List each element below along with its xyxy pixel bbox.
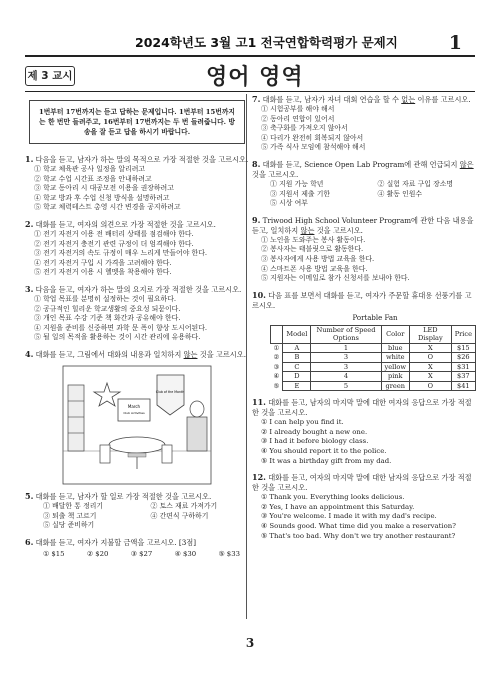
question-2 [25,219,249,278]
svg-text:Club Activities: Club Activities [123,410,145,415]
answer-option[interactable]: ⑤ 될 일의 목적을 활용하는 것이 시간 관리에 유용하다. [34,333,201,342]
table-cell: X [410,362,452,372]
answer-option[interactable]: ① 배달한 통 정리기 [43,501,104,510]
answer-option[interactable]: ④ 지원을 준비를 신중하면 과학 문 폭이 향상 도시어된다. [34,323,208,332]
table-cell: pink [381,372,409,382]
chair [162,445,172,463]
answer-option[interactable]: ④ 다리가 완전히 회복되지 않아서 [261,133,364,142]
bulletin-board [118,399,150,421]
row-choice-mark[interactable]: ④ [273,372,280,381]
answer-option[interactable]: ③ 축구화를 가져오지 않아서 [261,124,348,133]
question-10: 10. 다음 표를 보면서 대화를 듣고, 여자가 주문할 휴대용 선풍기를 고르시오. Portable Fan Model Number of Speed Options Color LED Display Price ① A 1 blue X $15 ② B 3 white O $26 ③ C 3 yellow X $31 ④ D 4 pink X $37 ⑤ E 5 green O $41 [252,290,476,392]
column-header: Number of Speed Options [311,325,381,343]
question-6: 6. 대화를 듣고, 여자가 지불할 금액을 고르시오. [3점] ① $15 ② $20 ③ $27 ④ $30 ⑤ $33 [25,537,249,560]
page-header [0,0,500,90]
svg-text:March: March [127,403,141,409]
subject-title: 영어 영역 [206,65,304,90]
answer-option[interactable]: ② 실험 자료 구입 장소명 [377,179,454,188]
table-row[interactable] [271,353,476,363]
question-12: 12. 대화를 듣고, 여자의 마지막 말에 대한 남자의 응답으로 가장 적절한 것을 고르시오. ① Thank you. Everything looks delicious. ② Yes, I have an appointment this Saturday. ③ You're welcome. I made it with my dad's recipe. ④ Sounds good. What time did you make a reservation? ⑤ That's too bad. Why don't we try another restaurant? [252,472,476,541]
column-header: LED Display [410,325,452,343]
question-1 [25,154,249,213]
column-header: Model [283,325,311,343]
table-cell: yellow [381,362,409,372]
table-cell: $41 [451,381,475,391]
header-rule [25,55,475,57]
answer-option[interactable]: ④ $30 [174,549,197,558]
table-cell: O [410,381,452,391]
question-11: 11. 대화를 듣고, 남자의 마지막 말에 대한 여자의 응답으로 가장 적절한 것을 고르시오. ① I can help you find it. ② I already bought a new one. ③ I had it before biology class. ④ You should report it to the police. ⑤ It was a birthday gift from my dad. [252,397,476,466]
exam-title: 2024학년도 3월 고1 전국연합학력평가 문제지 [135,35,398,50]
table-row[interactable] [271,372,476,382]
table-cell: $37 [451,372,475,382]
answer-option[interactable]: ③ 봉사자에게 사용 방법 교육을 한다. [261,254,375,263]
cabinet [187,417,207,451]
answer-option[interactable]: ③ 퇴출 책 고르기 [43,511,97,520]
table-cell: $15 [451,343,475,353]
answer-option[interactable]: ② 동아리 연합이 있어서 [261,114,335,123]
answer-option[interactable]: ④ 전기 자전거 구입 시 가격을 고려해야 한다. [34,258,172,267]
question-number: 2. [25,218,34,229]
answer-option[interactable]: ② 봉사자는 태블릿으로 활동한다. [261,245,364,254]
answer-option[interactable]: ④ 스마트폰 사용 방법 교육을 한다. [261,264,368,273]
answer-option[interactable]: ⑤ 실당 준비하기 [43,521,95,530]
table-title: Portable Fan [352,313,398,322]
table-cell: D [283,372,311,382]
question-9: 9. Triwood High School Volunteer Program에 관한 다음 내용을 듣고, 일치하지 않는 것을 고르시오. ① 노인을 도와주는 봉사 활동이다. ② 봉사자는 태블릿으로 활동한다. ③ 봉사자에게 사용 방법 교육을 한다. ④ 스마트폰 사용 방법 교육을 한다. ⑤ 지원자는 이메일로 참가 신청서를 보내야 한다. [252,215,476,284]
question-5: 5. 대화를 듣고, 남자가 할 일로 가장 적절한 것을 고르시오. ① 배달한 통 정리기 ② 토스 재료 가져가기 ③ 퇴출 책 고르기 ④ 간편식 구하하기 ⑤ 실당 준비하기 [25,491,249,531]
trophy [190,401,204,417]
table-cell: $31 [451,362,475,372]
answer-option[interactable]: ⑤ That's too bad. Why don't we try another restaurant? [261,531,456,540]
answer-option[interactable]: ⑤ It was a birthday gift from my dad. [261,456,392,465]
answer-option[interactable]: ② I already bought a new one. [261,427,368,436]
answer-option[interactable]: ③ I had it before biology class. [261,437,369,446]
table-cell: B [283,353,311,363]
table-cell: 5 [311,381,381,391]
star-decoration [94,383,120,406]
answer-option[interactable]: ① $15 [43,549,65,558]
question-number: 4. [25,348,34,359]
answer-option[interactable]: ③ 학교 동아리 시 대공모전 이용을 권장하려고 [34,184,174,193]
table-cell: 3 [311,353,381,363]
column-header: Color [381,325,409,343]
table-cell: X [410,343,452,353]
chair [100,445,110,463]
answer-option[interactable]: ② 학교 수업 시간표 조정을 안내하려고 [34,174,152,183]
table-row[interactable] [271,381,476,391]
table-cell: green [381,381,409,391]
row-choice-mark[interactable]: ⑤ [273,381,280,390]
answer-option[interactable]: ① I can help you find it. [261,418,344,427]
answer-options [25,548,249,560]
row-choice-mark[interactable]: ② [273,353,280,362]
answer-option[interactable]: ① 노인을 도와주는 봉사 활동이다. [261,235,366,244]
answer-option[interactable]: ③ 전기 자전거의 속도 규정이 매우 느리게 만들어야 한다. [34,249,208,258]
question-8: 8. 대화를 듣고, Science Open Lab Program에 관해 언급되지 않은 것을 고르시오. ① 지원 가능 학년 ② 실험 자료 구입 장소명 ③ 지원서 제출 기한 ④ 활동 인원수 ⑤ 시상 여부 [252,159,476,209]
club-room-illustration [62,365,212,485]
answer-option[interactable]: ① 학교 체육관 공사 일정을 알리려고 [34,165,146,173]
table-cell: $26 [451,353,475,363]
question-number: 1. [25,154,34,164]
page-number-top: 1 [448,32,462,54]
right-column [252,94,476,547]
table-cell: 1 [311,343,381,353]
page-footer-number: 3 [245,636,255,650]
answer-option[interactable]: ④ 학교 방과 후 수업 신청 방식을 설명하려고 [34,193,170,202]
answer-option[interactable]: ① 지원 가능 학년 [270,179,324,188]
answer-option[interactable]: ⑤ 학교 체력테스트 총영 시간 변경을 공지하려고 [34,203,181,212]
answer-option[interactable]: ③ 지원서 제출 기한 [270,189,331,198]
question-3 [25,284,249,343]
answer-option[interactable]: ② $20 [86,549,109,558]
answer-option[interactable]: ⑤ 시상 여부 [270,199,308,208]
question-7: 7. 대화를 듣고, 남자가 자녀 대회 연습을 할 수 없는 이유를 고르시오. ① 시험공부를 해야 해서 ② 동아리 연합이 있어서 ③ 축구화를 가져오지 않아서 ④ 다리가 완전히 회복되지 않아서 ⑤ 가족 식사 모임에 참석해야 해서 [252,94,476,153]
question-4: 4. 대화를 듣고, 그림에서 대화의 내용과 일치하지 않는 것을 고르시오. March Club Activities Club of the Month [25,349,249,485]
answer-option[interactable]: ④ 활동 인원수 [377,189,423,198]
answer-options [25,502,249,531]
fan-table [270,325,476,392]
answer-option[interactable]: ⑤ 가족 식사 모임에 참석해야 해서 [261,143,366,152]
answer-option[interactable]: ② 토스 재료 가져가기 [150,501,218,510]
column-header: Price [451,325,475,343]
answer-option[interactable]: ① Thank you. Everything looks delicious. [261,493,405,502]
table-cell: blue [381,343,409,353]
answer-option[interactable]: ① 시험공부를 해야 해서 [261,105,335,113]
row-choice-mark[interactable]: ③ [273,362,280,371]
answer-option[interactable]: ② 전기 자전거 충전기 관련 규정이 더 엄격해야 한다. [34,239,194,248]
answer-option[interactable]: ① 학업 목표를 분명히 설정하는 것이 필요하다. [34,294,177,303]
listening-notice: 1번부터 17번까지는 듣고 답하는 문제입니다. 1번부터 15번까지는 한 번만 들려주고, 16번부터 17번까지는 두 번 들려줍니다. 방송을 잘 듣고 답을 하시기 바랍니다. [29,100,245,144]
question-text: 다음을 듣고, 여자가 하는 말의 요지로 가장 적절한 것을 고르시오. [35,284,242,294]
answer-option[interactable]: ③ 개인 목표 수강 기준 책 화간과 공유해야 한다. [34,314,181,323]
table-cell: A [283,343,311,353]
question-text: 다음을 듣고, 남자가 하는 말의 목적으로 가장 적절한 것을 고르시오. [35,155,249,164]
answer-option[interactable]: ④ 간편식 구하하기 [150,511,209,520]
subheader-rule [25,91,475,92]
answer-option[interactable]: ② Yes, I have an appointment this Saturday. [261,502,415,511]
table-cell: O [410,353,452,363]
table-cell: E [283,381,311,391]
table-cell: X [410,372,452,382]
answer-option[interactable]: ⑤ 지원자는 이메일로 참가 신청서를 보내야 한다. [261,274,410,283]
left-column [25,94,249,565]
table-cell: 3 [311,362,381,372]
table-row[interactable] [271,343,476,353]
table-cell: 4 [311,372,381,382]
answer-option[interactable]: ③ $27 [130,549,153,558]
table-row[interactable] [271,362,476,372]
question-text: 대화를 듣고, 여자의 의견으로 가장 적절한 것을 고르시오. [35,219,216,229]
answer-option[interactable]: ② 공규적인 힐리운 학교생활의 중요성 되묻이다. [34,304,181,313]
table-cell: white [381,353,409,363]
period-badge: 제 3 교시 [25,66,75,86]
row-choice-mark[interactable]: ① [273,343,280,352]
answer-option[interactable]: ⑤ $33 [218,549,240,558]
answer-option[interactable]: ① 전기 자전거 이용 전 배터리 상태를 점검해야 한다. [34,229,194,238]
table-cell: C [283,362,311,372]
answer-option[interactable]: ⑤ 전기 자전거 이용 시 헬멧을 착용해야 한다. [34,268,172,277]
question-number: 3. [25,283,34,294]
answer-option[interactable]: ④ You should report it to the police. [261,447,387,455]
svg-text:Club of the Month: Club of the Month [155,389,185,394]
round-table [109,437,165,453]
bookshelf [68,385,84,451]
answer-option[interactable]: ③ You're welcome. I made it with my dad's recipe. [261,512,437,521]
club-banner [157,375,184,415]
answer-option[interactable]: ④ Sounds good. What time did you make a reservation? [261,521,456,530]
